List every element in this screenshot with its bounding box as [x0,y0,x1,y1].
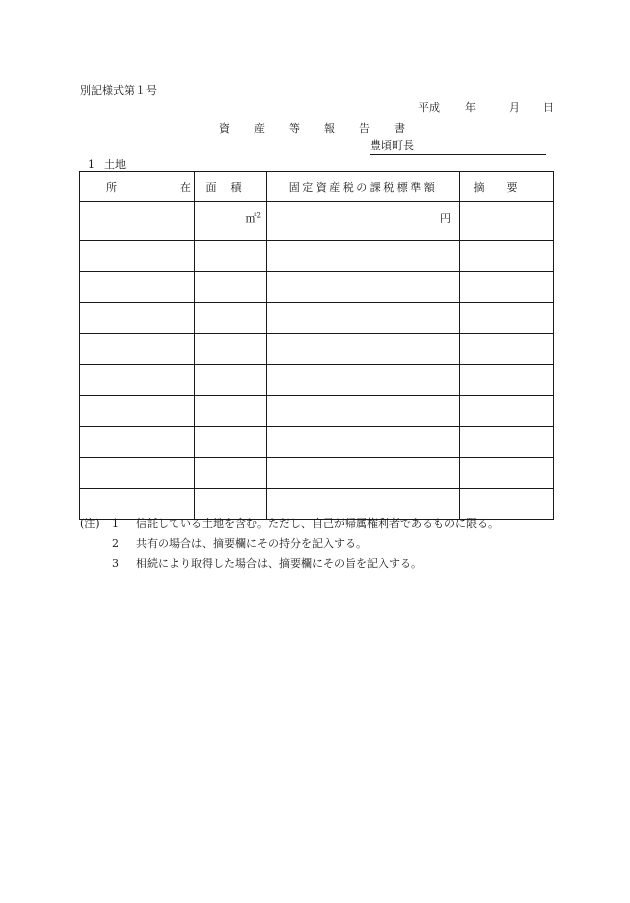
date-year: 年 [465,101,476,114]
cell-tax-standard [267,303,460,334]
note-number: 2 [112,537,119,550]
cell-area [195,202,267,241]
cell-tax-standard [267,427,460,458]
note-text: 信託している土地を含む。ただし、自己が帰属権利者であるものに限る。 [136,517,499,530]
notes [80,514,499,574]
column-location: 所 在 [80,172,195,202]
cell-location [80,272,195,303]
yen-unit: 円 [440,212,451,225]
cell-location [80,396,195,427]
table-row [80,303,554,334]
cell-area [195,241,267,272]
table-row [80,396,554,427]
table-row [80,427,554,458]
area-unit: ㎡ [245,212,257,225]
table-row [80,458,554,489]
cell-location [80,365,195,396]
cell-remarks [460,427,554,458]
table-row [80,202,554,241]
recipient: 豊頃町長 [370,137,546,155]
cell-area [195,427,267,458]
column-tax-standard: 固定資産税の課税標準額 [267,172,460,202]
area-unit-sup: 2 [256,211,261,220]
cell-remarks [460,396,554,427]
cell-remarks [460,458,554,489]
cell-location [80,241,195,272]
cell-tax-standard [267,396,460,427]
cell-area [195,458,267,489]
cell-area [195,396,267,427]
notes-label: (注) [80,517,100,530]
note-item [80,554,499,574]
cell-location [80,202,195,241]
table-row [80,334,554,365]
date-era: 平成 [418,101,440,114]
cell-area [195,303,267,334]
date-month: 月 [509,101,520,114]
cell-remarks [460,202,554,241]
cell-tax-standard [267,241,460,272]
cell-remarks [460,303,554,334]
section-title: 土地 [104,158,126,171]
cell-tax-standard [267,365,460,396]
cell-location [80,334,195,365]
table-row [80,241,554,272]
table-row [80,272,554,303]
cell-tax-standard [267,272,460,303]
cell-location [80,427,195,458]
cell-tax-standard [267,202,460,241]
cell-tax-standard [267,458,460,489]
column-remarks: 摘要 [460,172,554,202]
form-number: 別記様式第１号 [80,84,157,97]
land-table [79,171,554,520]
note-number: 1 [112,517,119,530]
table-header-row [80,172,554,202]
section-number: 1 [88,158,95,171]
cell-area [195,272,267,303]
cell-location [80,458,195,489]
date-line [418,99,554,115]
section-label [88,156,126,172]
cell-remarks [460,272,554,303]
note-number: 3 [112,557,119,570]
cell-area [195,365,267,396]
report-title: 資産等報告書 [219,122,429,135]
note-item [80,534,499,554]
note-text: 共有の場合は、摘要欄にその持分を記入する。 [136,537,367,550]
column-area: 面積 [195,172,267,202]
cell-tax-standard [267,334,460,365]
cell-remarks [460,334,554,365]
cell-remarks [460,365,554,396]
cell-remarks [460,241,554,272]
note-item [80,514,499,534]
cell-location [80,303,195,334]
note-text: 相続により取得した場合は、摘要欄にその旨を記入する。 [136,557,422,570]
date-day: 日 [543,101,554,114]
cell-area [195,334,267,365]
table-row [80,365,554,396]
